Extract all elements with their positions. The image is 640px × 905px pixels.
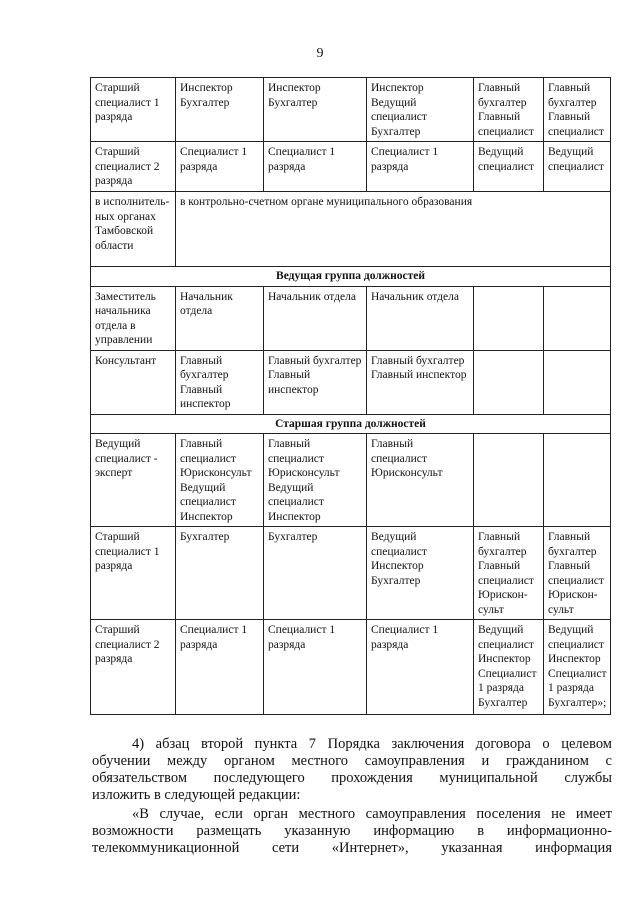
- table-row: [91, 142, 611, 192]
- row-label-cell: в исполнитель-ных органах Тамбовской области: [91, 192, 176, 267]
- table-cell: Специалист 1 разряда: [367, 620, 474, 715]
- table-row: [91, 434, 611, 527]
- table-row: [91, 620, 611, 715]
- paragraph-line: 4) абзац второй пункта 7 Порядка заключения договора о целевом: [132, 736, 612, 752]
- row-label-cell: Заместитель начальника отдела в управлении: [91, 286, 176, 350]
- table-cell: Специалист 1 разряда: [176, 620, 264, 715]
- table-cell: Специалист 1 разряда: [264, 620, 367, 715]
- table-cell: Главный специалист Юрисконсульт: [367, 434, 474, 527]
- table-cell: Главный бухгалтер Главный инспектор: [264, 350, 367, 414]
- table-cell: Ведущий специалист Инспектор Бухгалтер: [367, 527, 474, 620]
- table-cell: Ведущий специалист Инспектор Специалист 1 разряда Бухгалтер: [474, 620, 544, 715]
- table-cell: Бухгалтер: [176, 527, 264, 620]
- table-cell: Специалист 1 разряда: [367, 142, 474, 192]
- table-cell: Главный бухгалтер Главный специалист Юрискон-сульт: [544, 527, 611, 620]
- table-row: [91, 78, 611, 142]
- table-cell: Главный специалист Юрисконсульт Ведущий специалист Инспектор: [264, 434, 367, 527]
- table-row: [91, 527, 611, 620]
- table-cell: [544, 286, 611, 350]
- table-cell: Главный бухгалтер Главный инспектор: [176, 350, 264, 414]
- section-title: Ведущая группа должностей: [91, 267, 611, 287]
- table-cell: [544, 434, 611, 527]
- table-cell: Начальник отдела: [176, 286, 264, 350]
- table-cell: [474, 350, 544, 414]
- page-number: 9: [316, 46, 324, 61]
- table-row: [91, 350, 611, 414]
- positions-table: [90, 77, 611, 715]
- table-cell: Начальник отдела: [367, 286, 474, 350]
- section-header-row: [91, 267, 611, 287]
- table-cell: [544, 350, 611, 414]
- row-label-cell: Старший специалист 2 разряда: [91, 142, 176, 192]
- table-cell: Ведущий специалист: [474, 142, 544, 192]
- table-cell: Ведущий специалист: [544, 142, 611, 192]
- row-label-cell: Старший специалист 1 разряда: [91, 78, 176, 142]
- row-label-cell: Консультант: [91, 350, 176, 414]
- table-cell: Специалист 1 разряда: [264, 142, 367, 192]
- table-cell: Инспектор Бухгалтер: [264, 78, 367, 142]
- table-cell: Главный бухгалтер Главный специалист: [544, 78, 611, 142]
- paragraph-line: изложить в следующей редакции:: [92, 787, 301, 803]
- paragraph-line: возможности размещать указанную информацию в информационно-: [92, 823, 612, 839]
- merged-cell: в контрольно-счетном органе муниципального образования: [176, 192, 611, 267]
- table-cell: Инспектор Бухгалтер: [176, 78, 264, 142]
- table-cell: Бухгалтер: [264, 527, 367, 620]
- table-cell: Ведущий специалист Инспектор Специалист 1 разряда Бухгалтер»;: [544, 620, 611, 715]
- table-cell: Инспектор Ведущий специалист Бухгалтер: [367, 78, 474, 142]
- table-cell: [474, 434, 544, 527]
- table-row: [91, 192, 611, 267]
- section-header-row: [91, 414, 611, 434]
- table-cell: [474, 286, 544, 350]
- paragraph-line: телекоммуникационной сети «Интернет», указанная информация: [92, 840, 612, 856]
- table-cell: Главный специалист Юрисконсульт Ведущий специалист Инспектор: [176, 434, 264, 527]
- table-row: [91, 286, 611, 350]
- table-cell: Специалист 1 разряда: [176, 142, 264, 192]
- paragraph-line: «В случае, если орган местного самоуправления поселения не имеет: [132, 806, 612, 822]
- table-cell: Главный бухгалтер Главный инспектор: [367, 350, 474, 414]
- paragraph-line: обучении между органом местного самоуправления и гражданином с: [92, 753, 612, 769]
- row-label-cell: Старший специалист 1 разряда: [91, 527, 176, 620]
- row-label-cell: Ведущий специалист - эксперт: [91, 434, 176, 527]
- section-title: Старшая группа должностей: [91, 414, 611, 434]
- table-cell: Главный бухгалтер Главный специалист Юрискон-сульт: [474, 527, 544, 620]
- paragraph-line: обязательством последующего прохождения муниципальной службы: [92, 770, 612, 786]
- row-label-cell: Старший специалист 2 разряда: [91, 620, 176, 715]
- table-cell: Главный бухгалтер Главный специалист: [474, 78, 544, 142]
- table-cell: Начальник отдела: [264, 286, 367, 350]
